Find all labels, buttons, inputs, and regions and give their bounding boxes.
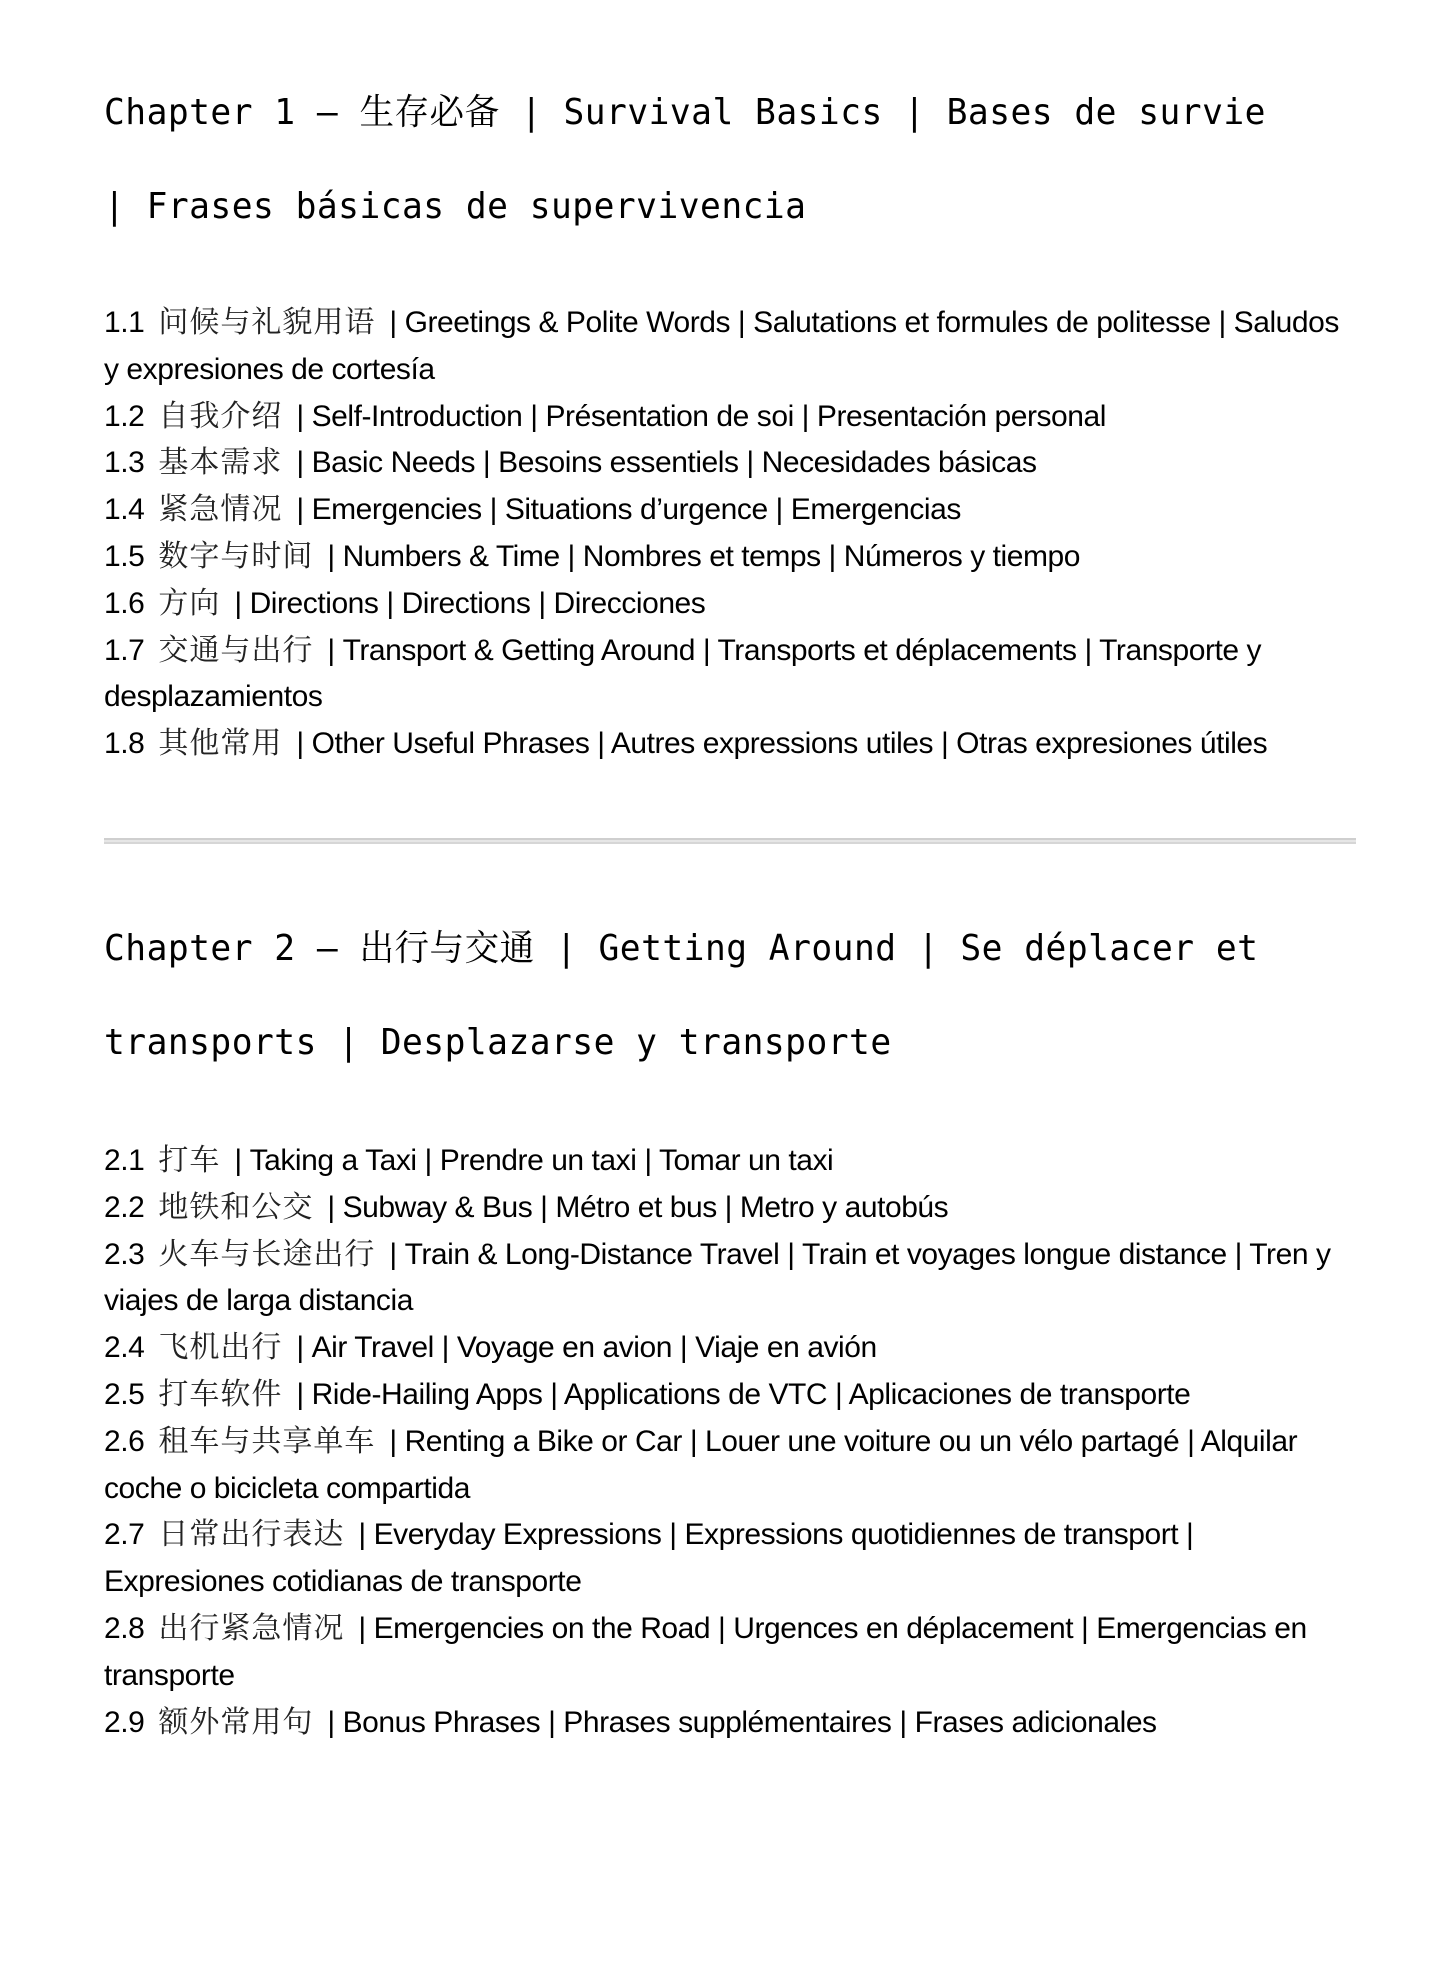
toc-item-2-8[interactable] [104, 1606, 1356, 1700]
toc-translations: | Other Useful Phrases | Autres expressions utiles | Otras expresiones útiles [296, 727, 1268, 761]
toc-item-2-9[interactable] [104, 1700, 1356, 1747]
toc-item-2-2[interactable] [104, 1185, 1356, 1232]
toc-translations: | Transport & Getting Around | Transports et déplacements | Transporte y desplazamientos [104, 633, 1262, 714]
toc-chinese-title: 出行紧急情况 [158, 1610, 345, 1646]
chapter-2-toc-list [104, 1138, 1356, 1746]
toc-number: 2.4 [104, 1331, 145, 1365]
toc-item-1-2[interactable] [104, 394, 1356, 441]
toc-chinese-title: 飞机出行 [158, 1330, 283, 1366]
toc-translations: | Emergencies on the Road | Urgences en déplacement | Emergencias en transporte [104, 1611, 1307, 1692]
toc-number: 1.6 [104, 586, 145, 620]
toc-translations: | Air Travel | Voyage en avion | Viaje en avión [296, 1331, 877, 1365]
toc-number: 2.6 [104, 1424, 145, 1458]
toc-number: 2.3 [104, 1237, 145, 1271]
toc-item-1-7[interactable] [104, 628, 1356, 722]
toc-number: 1.3 [104, 446, 145, 480]
toc-chinese-title: 自我介绍 [158, 398, 283, 434]
toc-translations: | Renting a Bike or Car | Louer une voiture ou un vélo partagé | Alquilar coche o bicicleta compartida [104, 1424, 1298, 1505]
toc-chinese-title: 紧急情况 [158, 492, 283, 528]
toc-number: 2.5 [104, 1377, 145, 1411]
toc-item-2-4[interactable] [104, 1325, 1356, 1372]
toc-number: 1.8 [104, 727, 145, 761]
toc-chinese-title: 数字与时间 [158, 538, 314, 574]
toc-chinese-title: 额外常用句 [158, 1704, 314, 1740]
toc-item-1-8[interactable] [104, 721, 1356, 768]
toc-translations: | Emergencies | Situations d’urgence | Emergencias [296, 493, 961, 527]
toc-translations: | Self-Introduction | Présentation de soi | Presentación personal [296, 399, 1106, 433]
toc-translations: | Directions | Directions | Direcciones [234, 586, 706, 620]
toc-item-1-1[interactable] [104, 300, 1356, 394]
toc-translations: | Subway & Bus | Métro et bus | Metro y autobús [327, 1190, 949, 1224]
toc-chinese-title: 日常出行表达 [158, 1517, 345, 1553]
toc-number: 2.7 [104, 1518, 145, 1552]
chapter-divider [104, 838, 1356, 844]
toc-number: 1.7 [104, 633, 145, 667]
toc-chinese-title: 打车软件 [158, 1376, 283, 1412]
toc-translations: | Basic Needs | Besoins essentiels | Necesidades básicas [296, 446, 1037, 480]
chapter-1-toc-list [104, 300, 1356, 768]
toc-item-2-7[interactable] [104, 1512, 1356, 1606]
document-page [104, 0, 1356, 1746]
toc-item-2-6[interactable] [104, 1419, 1356, 1513]
toc-chinese-title: 问候与礼貌用语 [158, 305, 376, 340]
toc-number: 2.2 [104, 1190, 145, 1224]
toc-item-1-4[interactable] [104, 487, 1356, 534]
toc-item-1-6[interactable] [104, 581, 1356, 628]
toc-number: 2.9 [104, 1705, 145, 1739]
toc-translations: | Numbers & Time | Nombres et temps | Números y tiempo [327, 539, 1080, 573]
toc-item-2-1[interactable] [104, 1138, 1356, 1185]
toc-chinese-title: 基本需求 [158, 445, 283, 481]
toc-chinese-title: 打车 [158, 1142, 221, 1178]
toc-chinese-title: 方向 [158, 585, 221, 621]
toc-chinese-title: 火车与长途出行 [158, 1236, 376, 1272]
toc-number: 1.2 [104, 399, 145, 433]
toc-chinese-title: 交通与出行 [158, 632, 314, 668]
toc-item-2-3[interactable] [104, 1232, 1356, 1326]
toc-chinese-title: 其他常用 [158, 726, 283, 762]
chapter-1-section [104, 0, 1356, 768]
toc-number: 2.8 [104, 1611, 145, 1645]
toc-translations: | Taking a Taxi | Prendre un taxi | Tomar un taxi [234, 1143, 834, 1177]
chapter-1-title: Chapter 1 – 生存必备 | Survival Basics | Bases de survie | Frases básicas de supervivencia [104, 92, 1266, 227]
toc-number: 1.1 [104, 306, 145, 339]
toc-translations: | Everyday Expressions | Expressions quotidiennes de transport | Expresiones cotidianas de transporte [104, 1518, 1194, 1599]
toc-item-1-3[interactable] [104, 440, 1356, 487]
toc-item-2-5[interactable] [104, 1372, 1356, 1419]
toc-chinese-title: 地铁和公交 [158, 1189, 314, 1225]
chapter-2-section [104, 902, 1356, 1746]
toc-item-1-5[interactable] [104, 534, 1356, 581]
toc-translations: | Train & Long-Distance Travel | Train et voyages longue distance | Tren y viajes de larga distancia [104, 1237, 1331, 1318]
toc-number: 1.4 [104, 493, 145, 527]
toc-translations: | Ride-Hailing Apps | Applications de VTC | Aplicaciones de transporte [296, 1377, 1191, 1411]
chapter-2-title: Chapter 2 – 出行与交通 | Getting Around | Se déplacer et transports | Desplazarse y transporte [104, 927, 1259, 1063]
toc-number: 1.5 [104, 539, 145, 573]
toc-translations: | Greetings & Polite Words | Salutations et formules de politesse | Saludos y expresiones de cortesía [104, 306, 1339, 386]
toc-translations: | Bonus Phrases | Phrases supplémentaires | Frases adicionales [327, 1705, 1157, 1739]
toc-chinese-title: 租车与共享单车 [158, 1423, 376, 1459]
toc-number: 2.1 [104, 1143, 145, 1177]
